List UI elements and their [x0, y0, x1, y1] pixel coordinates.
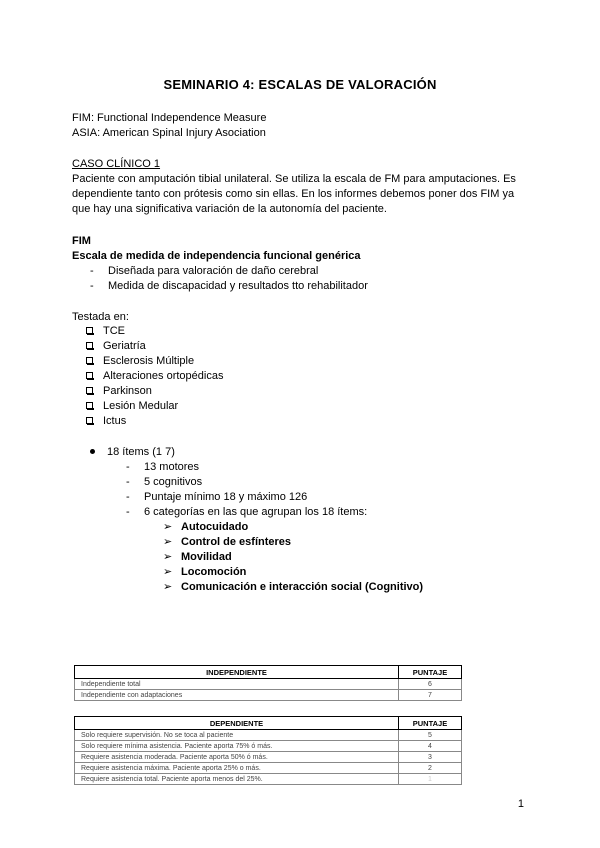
category-item	[163, 565, 246, 579]
page-title: SEMINARIO 4: ESCALAS DE VALORACIÓN	[163, 77, 437, 92]
table-cell: 5	[399, 730, 462, 741]
list-item-text: Diseñada para valoración de daño cerebral	[108, 265, 319, 277]
table-cell: Requiere asistencia moderada. Paciente aporta 50% ó más.	[75, 752, 399, 763]
checkbox-bullet-icon	[86, 417, 93, 424]
dash-mark: -	[126, 491, 130, 503]
table-header-row	[75, 666, 462, 679]
checkbox-bullet-icon	[86, 357, 93, 364]
category-item	[163, 535, 291, 549]
bullet-icon	[90, 449, 95, 454]
table-row	[75, 679, 462, 690]
category-text: Control de esfínteres	[181, 536, 292, 548]
category-text: Movilidad	[181, 551, 232, 563]
category-item	[163, 520, 248, 534]
table-header: DEPENDIENTE	[75, 717, 399, 730]
category-text: Comunicación e interacción social (Cognitivo)	[181, 581, 424, 593]
caso-line: Paciente con amputación tibial unilateral. Se utiliza la escala de FM para amputaciones. Es	[72, 173, 516, 185]
category-item	[163, 580, 423, 594]
list-item	[126, 475, 202, 489]
arrow-bullet-icon: ➢	[163, 581, 173, 593]
checkbox-bullet-icon	[86, 402, 93, 409]
table-header-row	[75, 717, 462, 730]
items-bullet	[90, 445, 175, 459]
arrow-bullet-icon: ➢	[163, 521, 173, 533]
fim-subheading: Escala de medida de independencia funcional genérica	[72, 250, 361, 262]
table-cell: Requiere asistencia máxima. Paciente aporta 25% o más.	[75, 763, 399, 774]
table-cell: Requiere asistencia total. Paciente aporta menos del 25%.	[75, 774, 399, 785]
list-item	[86, 369, 223, 383]
list-item	[86, 399, 178, 413]
table-row	[75, 690, 462, 701]
list-item-text: Esclerosis Múltiple	[103, 355, 195, 367]
list-item	[86, 384, 152, 398]
list-item	[90, 264, 318, 278]
table-cell: Independiente total	[75, 679, 399, 690]
table-cell: 3	[399, 752, 462, 763]
arrow-bullet-icon: ➢	[163, 536, 173, 548]
list-item-text: Alteraciones ortopédicas	[103, 370, 224, 382]
table-cell: Independiente con adaptaciones	[75, 690, 399, 701]
list-item	[126, 490, 307, 504]
table-header: INDEPENDIENTE	[75, 666, 399, 679]
dependiente-table	[74, 716, 462, 785]
category-text: Locomoción	[181, 566, 247, 578]
dash-mark: -	[90, 265, 94, 277]
list-item-text: TCE	[103, 325, 125, 337]
checkbox-bullet-icon	[86, 372, 93, 379]
abbrev-fim: FIM: Functional Independence Measure	[72, 112, 267, 124]
arrow-bullet-icon: ➢	[163, 551, 173, 563]
list-item-text: Lesión Medular	[103, 400, 179, 412]
list-item-text: Geriatría	[103, 340, 146, 352]
table-header: PUNTAJE	[399, 666, 462, 679]
list-item-text: Ictus	[103, 415, 127, 427]
table-cell: 7	[399, 690, 462, 701]
table-row	[75, 741, 462, 752]
table-cell: Solo requiere mínima asistencia. Paciente aporta 75% ó más.	[75, 741, 399, 752]
checkbox-bullet-icon	[86, 342, 93, 349]
list-item	[86, 324, 125, 338]
dash-mark: -	[126, 506, 130, 518]
abbrev-asia: ASIA: American Spinal Injury Asociation	[72, 127, 266, 139]
fim-heading: FIM	[72, 235, 91, 247]
checkbox-bullet-icon	[86, 327, 93, 334]
items-label: 18 ítems (1 7)	[107, 446, 175, 458]
page-number: 1	[517, 798, 524, 810]
dash-mark: -	[126, 461, 130, 473]
dash-mark: -	[90, 280, 94, 292]
table-row	[75, 730, 462, 741]
testada-label: Testada en:	[72, 311, 129, 323]
list-item-text: 6 categorías en las que agrupan los 18 ítems:	[144, 506, 368, 518]
table-cell: 2	[399, 763, 462, 774]
list-item	[90, 279, 368, 293]
list-item	[86, 339, 146, 353]
caso-heading: CASO CLÍNICO 1	[72, 158, 161, 170]
checkbox-bullet-icon	[86, 387, 93, 394]
arrow-bullet-icon: ➢	[163, 566, 173, 578]
list-item	[86, 354, 194, 368]
list-item-text: Parkinson	[103, 385, 152, 397]
category-text: Autocuidado	[181, 521, 249, 533]
category-item	[163, 550, 232, 564]
list-item-text: Medida de discapacidad y resultados tto rehabilitador	[108, 280, 368, 292]
table-row	[75, 763, 462, 774]
list-item	[86, 414, 126, 428]
caso-line: dependiente tanto con prótesis como sin ellas. En los informes debemos poner dos FIM ya	[72, 188, 515, 200]
caso-line: que hay una significativa variación de la autonomía del paciente.	[72, 203, 387, 215]
list-item-text: 5 cognitivos	[144, 476, 203, 488]
table-header: PUNTAJE	[399, 717, 462, 730]
table-cell: Solo requiere supervisión. No se toca al paciente	[75, 730, 399, 741]
table-row	[75, 752, 462, 763]
table-row	[75, 774, 462, 785]
list-item-text: 13 motores	[144, 461, 200, 473]
table-cell: 4	[399, 741, 462, 752]
table-cell: 6	[399, 679, 462, 690]
dash-mark: -	[126, 476, 130, 488]
list-item	[126, 505, 367, 519]
list-item-text: Puntaje mínimo 18 y máximo 126	[144, 491, 308, 503]
independiente-table	[74, 665, 462, 701]
table-cell: 1	[399, 774, 462, 785]
list-item	[126, 460, 199, 474]
